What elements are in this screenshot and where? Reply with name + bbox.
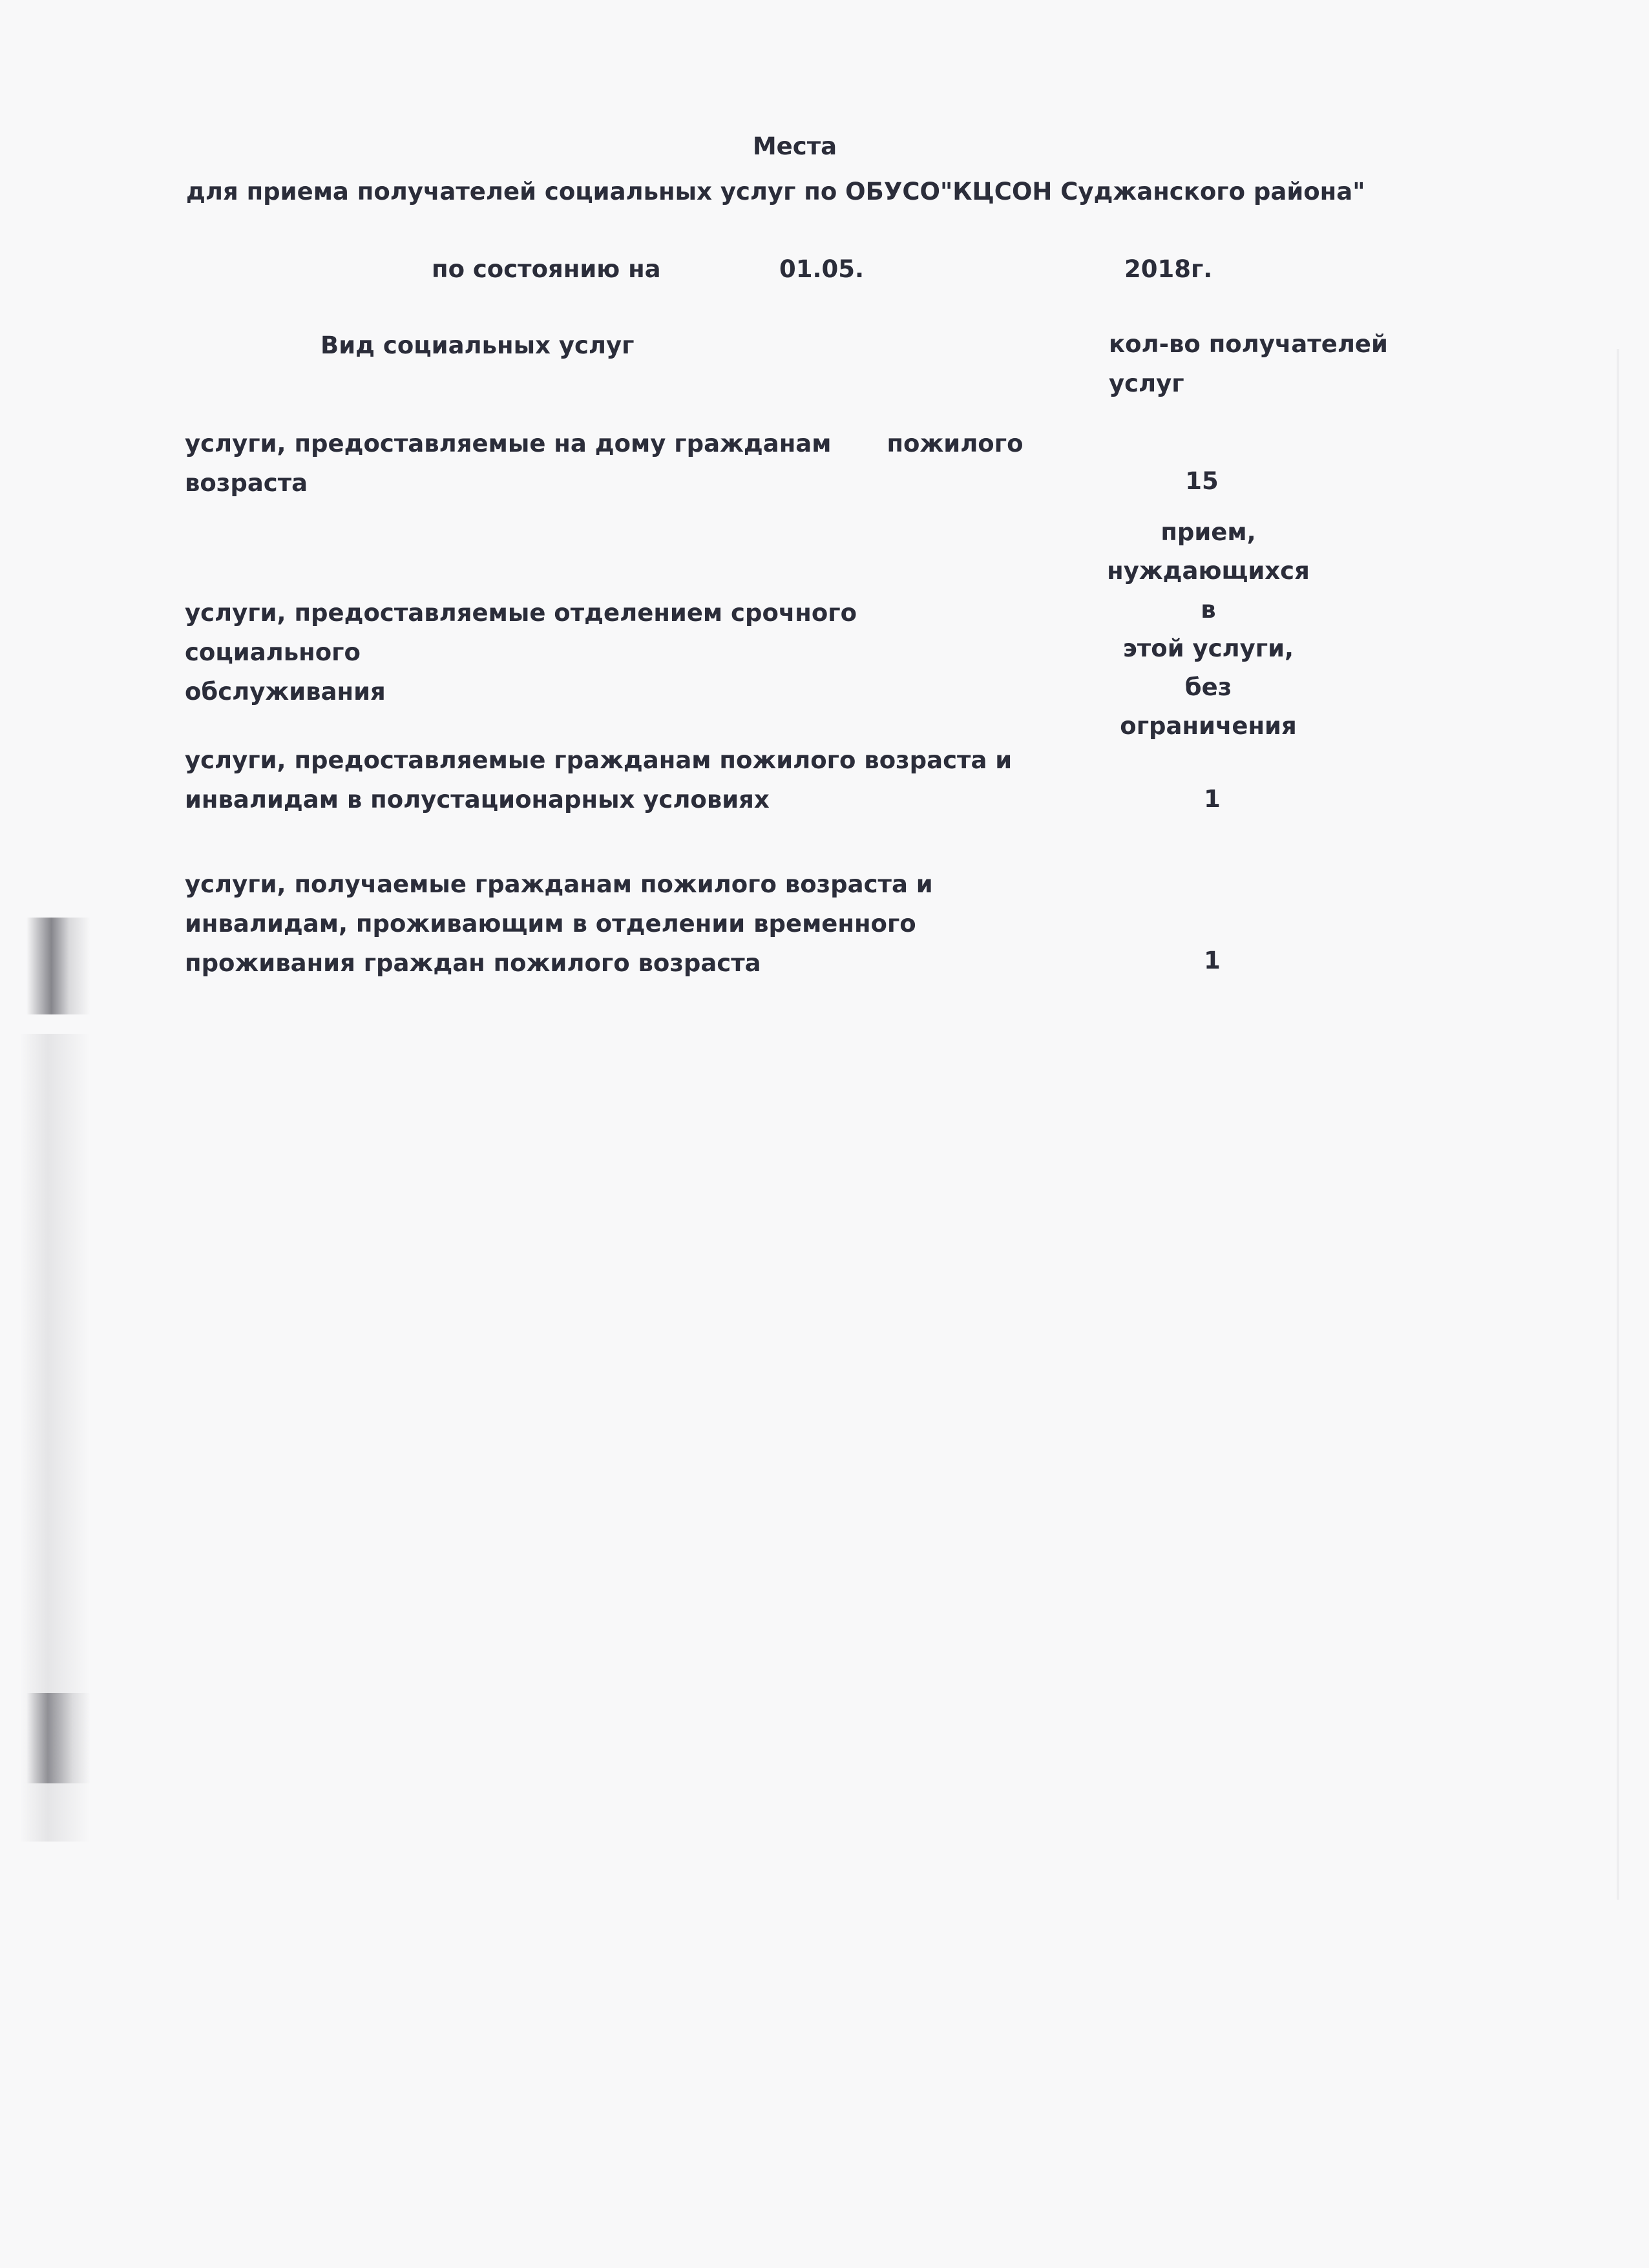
row-label (185, 593, 1025, 711)
document-subtitle: для приема получателей социальных услуг по ОБУСО"КЦСОН Суджанского района" (186, 178, 1365, 205)
row-value-line: нуждающихся в (1107, 557, 1310, 624)
row-label-line: услуги, получаемые гражданам пожилого возраста и (185, 870, 933, 898)
date-day-month: 01.05. (779, 255, 865, 283)
row-label-line: инвалидам, проживающим в отделении временного (185, 910, 916, 938)
column-header-count-line: кол-во получателей (1109, 330, 1388, 358)
column-header-count-line: услуг (1109, 370, 1184, 397)
scan-edge (1617, 349, 1619, 1900)
column-header-kind: Вид социальных услуг (320, 331, 635, 359)
row-label (185, 865, 1025, 983)
row-label-line: проживания граждан пожилого возраста (185, 949, 761, 977)
row-value-line: прием, (1161, 518, 1256, 546)
scan-artifact (19, 1693, 90, 1783)
row-label-line: услуги, предоставляемые отделением срочного социального (185, 599, 857, 666)
row-label-line: услуги, предоставляемые гражданам пожилого возраста и (185, 746, 1013, 774)
scan-artifact (19, 918, 90, 1014)
row-label-line: инвалидам в полустационарных условиях (185, 786, 770, 814)
row-label (185, 740, 1025, 819)
row-value: 1 (1204, 947, 1221, 974)
date-label: по состоянию на (432, 255, 661, 283)
row-label-line: возраста (185, 469, 308, 497)
column-header-count (1109, 324, 1406, 403)
row-value-line: этой услуги, без (1122, 635, 1294, 701)
row-value: 1 (1204, 785, 1221, 813)
row-label (185, 424, 1025, 503)
row-label-line: обслуживания (185, 678, 386, 706)
document-title: Места (752, 132, 837, 160)
row-value (1098, 513, 1318, 746)
row-value: 15 (1185, 467, 1219, 495)
date-year: 2018г. (1124, 255, 1213, 283)
row-label-line: услуги, предоставляемые на дому гражданам пожилого (185, 430, 1024, 457)
row-value-line: ограничения (1120, 712, 1297, 740)
